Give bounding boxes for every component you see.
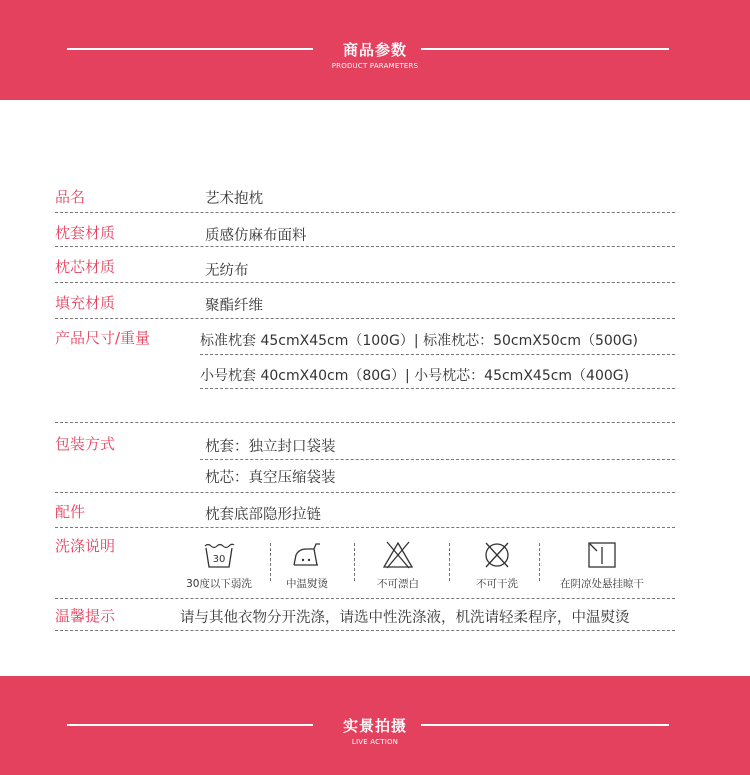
value-size-standard: 标准枕套 45cmX45cm（100G）| 标准枕芯：50cmX50cm（500G)	[200, 333, 638, 349]
divider	[55, 246, 675, 247]
care-caption: 30度以下弱洗	[186, 578, 252, 590]
iron-medium-icon	[290, 540, 324, 570]
care-item-dry	[557, 540, 647, 596]
divider	[55, 630, 675, 631]
header-title: 商品参数	[342, 41, 407, 59]
value-core-material: 无纺布	[205, 263, 249, 279]
care-item-bleach	[353, 540, 443, 596]
care-caption: 中温熨烫	[286, 578, 328, 590]
care-item-dryclean	[452, 540, 542, 596]
footer-title: 实景拍摄	[342, 717, 407, 735]
divider	[55, 492, 675, 493]
care-caption: 在阴凉处悬挂晾干	[560, 578, 644, 590]
value-cover-material: 质感仿麻布面料	[205, 228, 307, 244]
no-dry-clean-icon	[480, 540, 514, 570]
value-tips: 请与其他衣物分开洗涤，请选中性洗涤液，机洗请轻柔程序，中温熨烫	[180, 610, 630, 626]
label-cover-material: 枕套材质	[55, 224, 116, 242]
wash-30-icon	[202, 540, 236, 570]
divider	[200, 459, 675, 460]
label-size: 产品尺寸/重量	[55, 329, 151, 347]
value-filling: 聚酯纤维	[205, 298, 263, 314]
divider	[55, 422, 675, 423]
divider	[55, 598, 675, 599]
label-tips: 温馨提示	[55, 607, 116, 625]
label-core-material: 枕芯材质	[55, 258, 116, 276]
label-accessory: 配件	[55, 503, 86, 521]
value-packaging-core: 枕芯：真空压缩袋装	[205, 470, 336, 486]
divider	[55, 318, 675, 319]
header-subtitle: PRODUCT PARAMETERS	[331, 62, 419, 70]
line-dry-shade-icon	[585, 540, 619, 570]
care-caption: 不可漂白	[377, 578, 419, 590]
footer-subtitle: LIVE ACTION	[351, 738, 399, 746]
care-caption: 不可干洗	[476, 578, 518, 590]
label-washing: 洗涤说明	[55, 537, 116, 555]
label-name: 品名	[55, 188, 86, 206]
footer-band	[0, 676, 750, 775]
divider	[55, 282, 675, 283]
divider	[200, 388, 675, 389]
label-packaging: 包装方式	[55, 435, 116, 453]
label-filling: 填充材质	[55, 294, 116, 312]
value-size-small: 小号枕套 40cmX40cm（80G）| 小号枕芯：45cmX45cm（400G)	[200, 368, 630, 384]
no-bleach-icon	[381, 540, 415, 570]
header-band	[0, 0, 750, 100]
divider	[200, 354, 675, 355]
value-accessory: 枕套底部隐形拉链	[205, 507, 321, 523]
value-packaging-cover: 枕套：独立封口袋装	[205, 439, 336, 455]
divider	[55, 527, 675, 528]
divider	[55, 212, 675, 213]
value-name: 艺术抱枕	[205, 191, 263, 207]
wash-temp-text: 30	[212, 554, 226, 565]
